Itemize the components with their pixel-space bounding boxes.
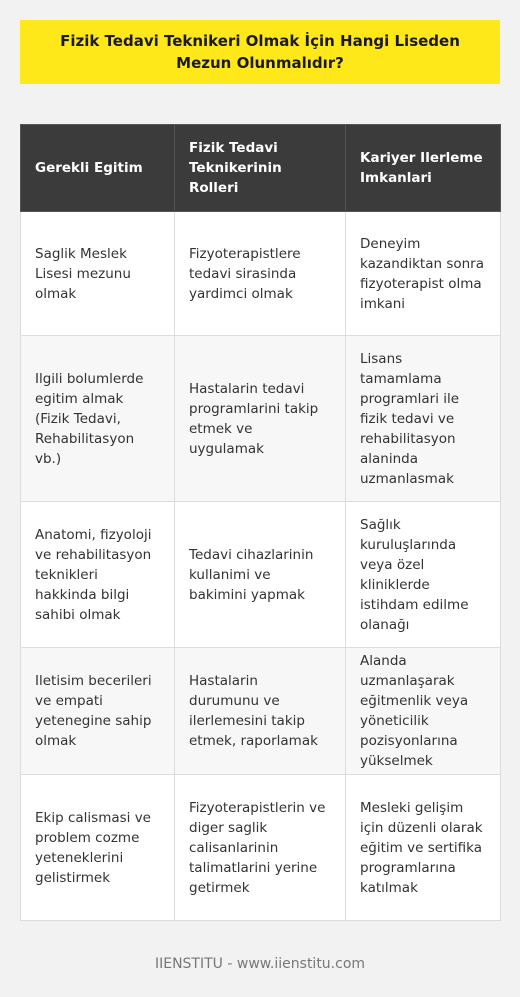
table-cell: Sağlık kuruluşlarında veya özel kliniklerde istihdam edilme olanağı [346,502,501,648]
table-header-row [21,125,501,212]
table-cell: Iletisim becerileri ve empati yetenegine sahip olmak [21,648,175,775]
table-row [21,336,501,502]
table-cell: Mesleki gelişim için düzenli olarak eğitim ve sertifika programlarına katılmak [346,775,501,921]
table-cell: Tedavi cihazlarinin kullanimi ve bakimini yapmak [175,502,346,648]
table-cell: Saglik Meslek Lisesi mezunu olmak [21,212,175,336]
title-banner [20,20,500,84]
table-cell: Ilgili bolumlerde egitim almak (Fizik Tedavi, Rehabilitasyon vb.) [21,336,175,502]
table-cell: Lisans tamamlama programlari ile fizik tedavi ve rehabilitasyon alaninda uzmanlasmak [346,336,501,502]
table-row [21,775,501,921]
column-header-education: Gerekli Egitim [21,125,175,212]
table-cell: Hastalarin durumunu ve ilerlemesini takip etmek, raporlamak [175,648,346,775]
table-cell: Hastalarin tedavi programlarini takip etmek ve uygulamak [175,336,346,502]
table-cell: Deneyim kazandiktan sonra fizyoterapist olma imkani [346,212,501,336]
table-row [21,502,501,648]
footer-credit: IIENSTITU - www.iienstitu.com [154,956,366,972]
table-row [21,648,501,775]
table-cell: Fizyoterapistlere tedavi sirasinda yardimci olmak [175,212,346,336]
table-cell: Fizyoterapistlerin ve diger saglik calisanlarinin talimatlarini yerine getirmek [175,775,346,921]
table-cell: Ekip calismasi ve problem cozme yeteneklerini gelistirmek [21,775,175,921]
column-header-career: Kariyer Ilerleme Imkanlari [346,125,501,212]
table-cell: Anatomi, fizyoloji ve rehabilitasyon teknikleri hakkinda bilgi sahibi olmak [21,502,175,648]
page-title: Fizik Tedavi Teknikeri Olmak İçin Hangi Liseden Mezun Olunmalıdır? [60,32,460,72]
column-header-roles: Fizik Tedavi Teknikerinin Rolleri [175,125,346,212]
table-cell: Alanda uzmanlaşarak eğitmenlik veya yöneticilik pozisyonlarına yükselmek [346,648,501,775]
table-row [21,212,501,336]
info-table [20,124,501,921]
